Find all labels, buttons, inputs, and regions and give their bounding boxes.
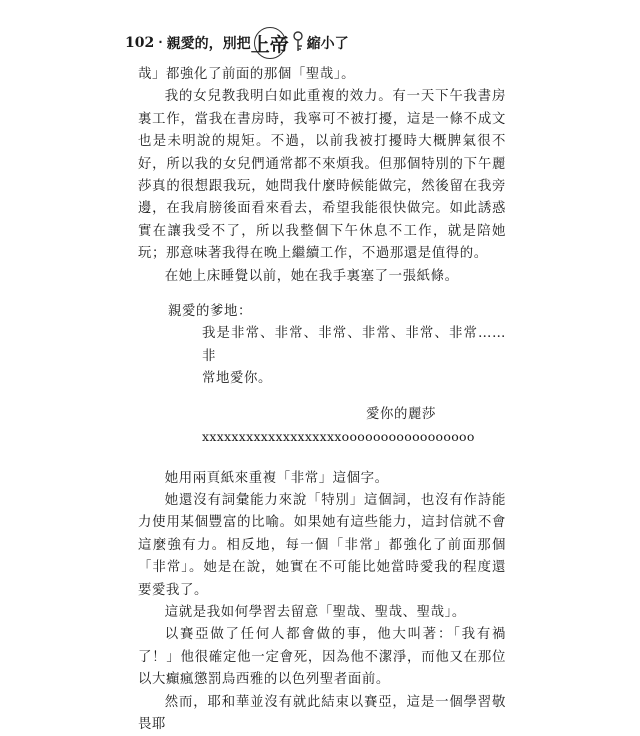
paragraph: 她用兩頁紙來重複「非常」這個字。 [164,470,389,486]
magnifier-icon [289,29,307,53]
book-title-circled: 上帝 [254,27,286,59]
note-kisses: xxxxxxxxxxxxxxxxxxxooooooooooooooooo [202,429,475,445]
page-number: 102 [125,35,155,51]
paragraph: 哉」都強化了前面的那個「聖哉」。 [138,67,356,82]
note-salutation: 親愛的爹地： [168,304,252,320]
note-signature: 愛你的麗莎 [366,406,436,422]
quoted-note [138,301,506,448]
paragraph: 然而，耶和華並沒有就此結束以賽亞，這是一個學習敬畏耶 [138,694,506,732]
paragraph: 以賽亞做了任何人都會做的事，他大叫著：「我有禍了！」他很確定他一定會死，因為他不潔淨，而他又在那位以大癲瘋懲罰烏西雅的以色列聖者面前。 [138,627,506,688]
note-line: 常地愛你。 [202,371,272,387]
header-separator: ‧ [158,35,163,51]
paragraph: 我的女兒教我明白如此重複的效力。有一天下午我書房裏工作，當我在書房時，我寧可不被打擾，這是一條不成文也是未明說的規矩。不過，以前我被打擾時大概脾氣很不好，所以我的女兒們通常都不來煩我。但那個特別的下午麗莎真的很想跟我玩，她問我什麼時候能做完，然後留在我旁邊，在我肩膀後面看來看去，希望我能很快做完。如此誘惑實在讓我受不了，所以我整個下午休息不工作，就是陪她玩；那意味著我得在晚上繼續工作，不過那還是值得的。 [138,89,506,262]
page-body [138,64,506,736]
note-line: 我是非常、非常、非常、非常、非常、非常……非 [202,326,506,364]
book-title-end: 縮小了 [306,36,349,52]
paragraph: 她還沒有詞彙能力來說「特別」這個詞，也沒有作詩能力使用某個豐富的比喻。如果她有這些能力，這封信就不會這麼強有力。相反地，每一個「非常」都強化了前面那個「非常」。她是在說，她實在不可能比她當時愛我的程度還要愛我了。 [138,492,506,598]
paragraph: 在她上床睡覺以前，她在我手裏塞了一張紙條。 [164,268,459,284]
running-header [125,26,349,60]
paragraph: 這就是我如何學習去留意「聖哉、聖哉、聖哉」。 [164,604,466,620]
book-title-start: 親愛的，別把 [166,36,251,52]
